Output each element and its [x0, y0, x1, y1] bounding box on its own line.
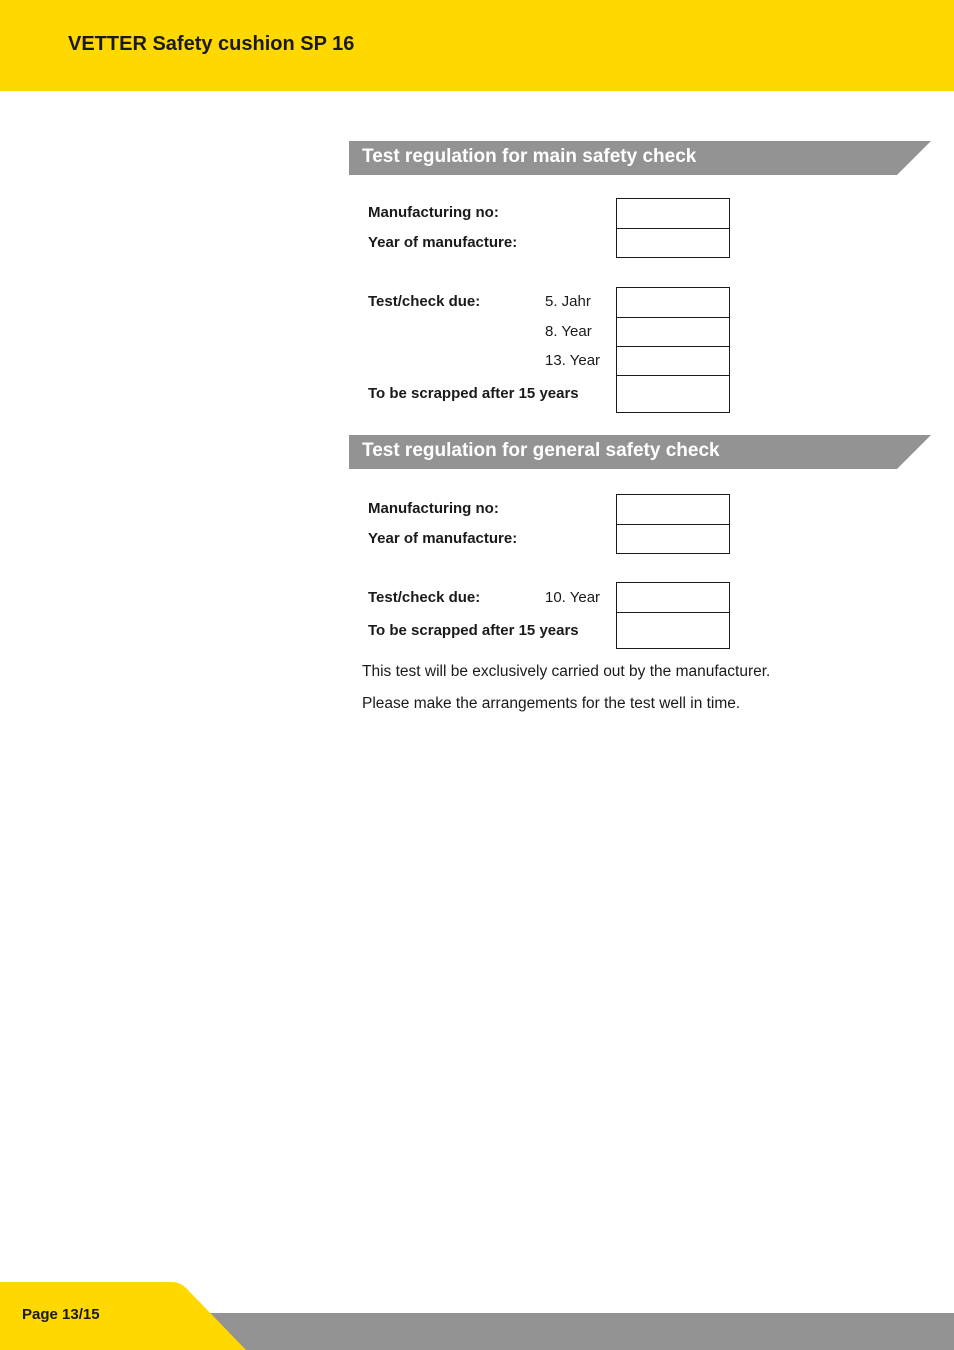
- page-number: Page 13/15: [22, 1306, 100, 1323]
- section-title-general: Test regulation for general safety check: [362, 440, 720, 461]
- due-field-1[interactable]: [616, 582, 730, 613]
- due-field-1[interactable]: [616, 287, 730, 318]
- manufacturing-no-label: Manufacturing no:: [368, 204, 499, 221]
- manufacturing-no-field[interactable]: [616, 198, 730, 229]
- scrapped-label: To be scrapped after 15 years: [368, 622, 579, 639]
- due-field-3[interactable]: [616, 346, 730, 376]
- year-of-manufacture-field[interactable]: [616, 228, 730, 258]
- year-of-manufacture-label: Year of manufacture:: [368, 530, 518, 547]
- scrapped-label: To be scrapped after 15 years: [368, 385, 579, 402]
- document-title: VETTER Safety cushion SP 16: [68, 33, 355, 55]
- note-manufacturer: This test will be exclusively carried out by the manufacturer.: [362, 663, 771, 680]
- page-header: [0, 0, 954, 91]
- due-item: 13. Year: [545, 352, 601, 369]
- manufacturing-no-field[interactable]: [616, 494, 730, 525]
- year-of-manufacture-label: Year of manufacture:: [368, 234, 518, 251]
- manufacturing-no-label: Manufacturing no:: [368, 500, 499, 517]
- due-item: 8. Year: [545, 323, 592, 340]
- year-of-manufacture-field[interactable]: [616, 524, 730, 554]
- scrapped-field[interactable]: [616, 612, 730, 649]
- section-header-main-check: [349, 141, 931, 175]
- due-item: 5. Jahr: [545, 293, 591, 310]
- due-item: 10. Year: [545, 589, 601, 606]
- test-due-label: Test/check due:: [368, 293, 481, 310]
- note-arrangements: Please make the arrangements for the test well in time.: [362, 695, 741, 712]
- section-title-main: Test regulation for main safety check: [362, 146, 697, 167]
- scrapped-field[interactable]: [616, 375, 730, 413]
- test-due-label: Test/check due:: [368, 589, 481, 606]
- due-field-2[interactable]: [616, 317, 730, 347]
- section-header-general-check: [349, 435, 931, 469]
